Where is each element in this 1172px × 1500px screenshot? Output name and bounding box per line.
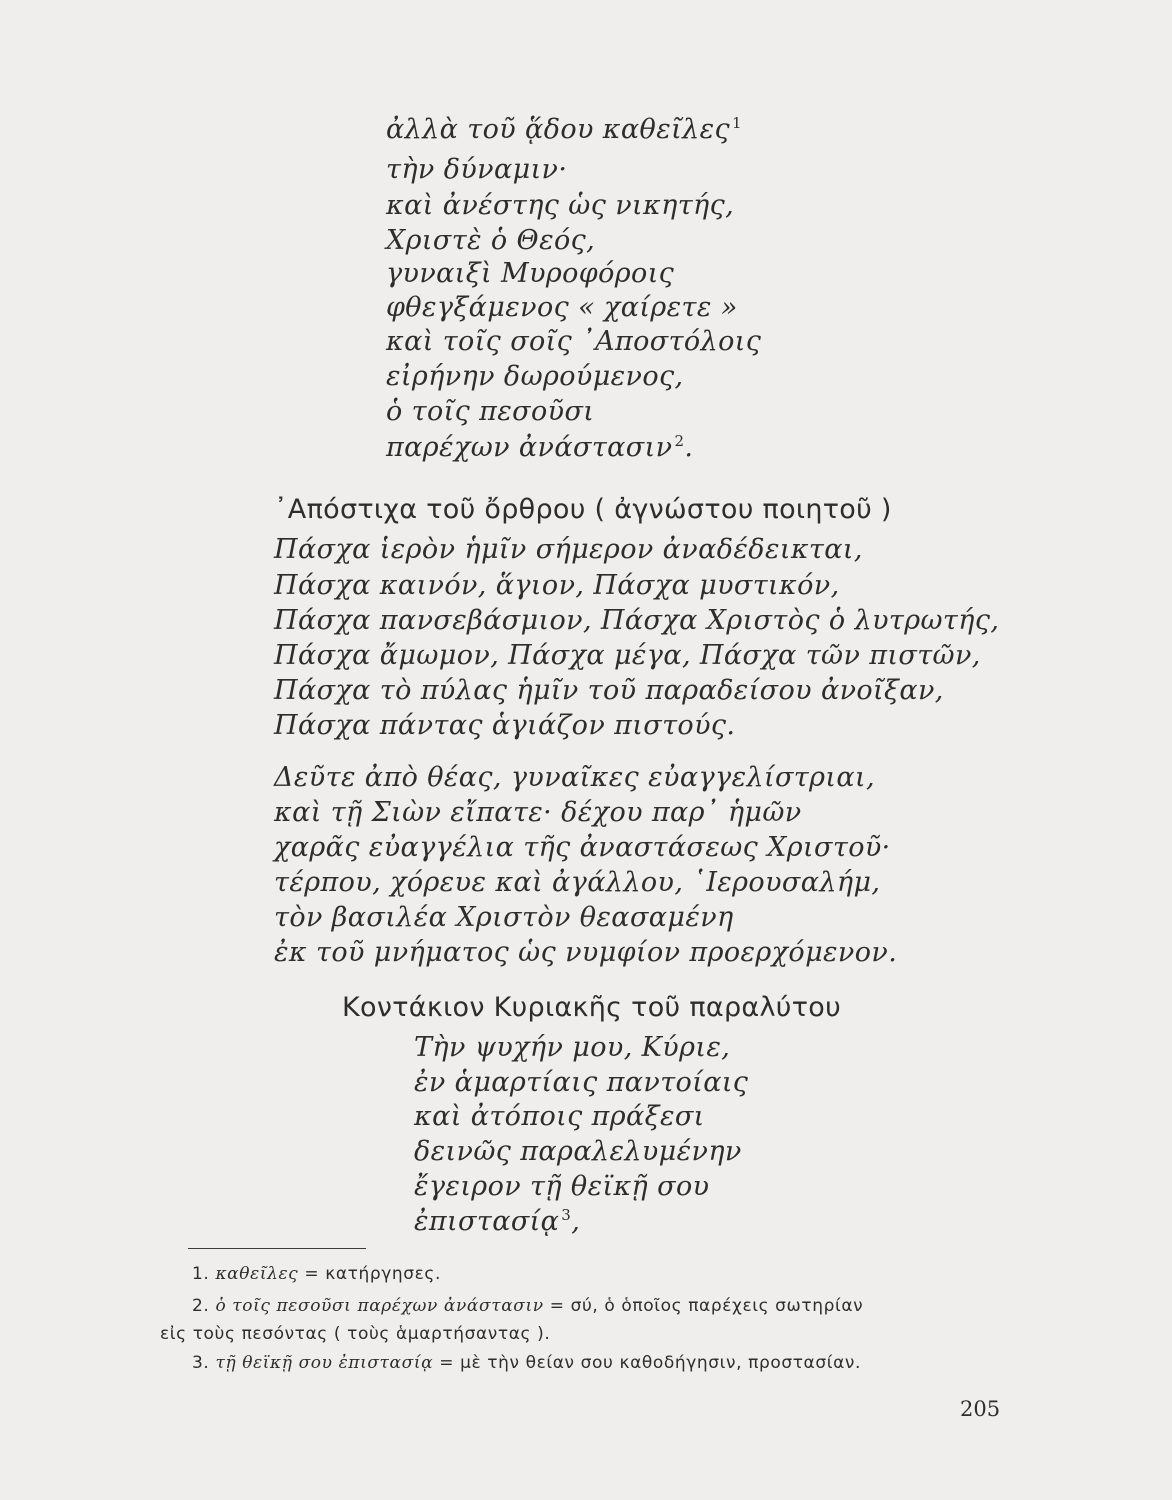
verse-line: Δεῦτε ἀπὸ θέας, γυναῖκες εὐαγγελίστριαι, bbox=[274, 762, 875, 793]
verse-line: Πάσχα ἄμωμον, Πάσχα μέγα, Πάσχα τῶν πιστῶν, bbox=[274, 640, 981, 671]
verse-line: ἔγειρον τῇ θεϊκῇ σου bbox=[414, 1171, 710, 1202]
footnote-2: 2. ὁ τοῖς πεσοῦσι παρέχων ἀνάστασιν = σύ, ὁ ὁποῖος παρέχεις σωτηρίαν bbox=[192, 1296, 864, 1316]
section-heading-aposticha: ᾿Απόστιχα τοῦ ὄρθρου ( ἀγνώστου ποιητοῦ ) bbox=[274, 494, 892, 525]
footnote-3: 3. τῇ θεϊκῇ σου ἐπιστασίᾳ = μὲ τὴν θείαν σου καθοδήγησιν, προστασίαν. bbox=[192, 1353, 861, 1373]
verse-line: ἀλλὰ τοῦ ᾅδου καθεῖλες $^1$ bbox=[386, 114, 742, 145]
verse-line: Τὴν ψυχήν μου, Κύριε, bbox=[414, 1032, 731, 1063]
verse-line: Πάσχα τὸ πύλας ἡμῖν τοῦ παραδείσου ἀνοῖξαν, bbox=[274, 675, 944, 706]
footnote-marker: 2 bbox=[674, 432, 685, 450]
verse-line: ἐκ τοῦ μνήματος ὡς νυμφίον προερχόμενον. bbox=[274, 937, 898, 968]
footnote-gloss: κατήργησες. bbox=[325, 1264, 442, 1284]
footnote-term: ὁ τοῖς πεσοῦσι παρέχων ἀνάστασιν bbox=[215, 1296, 544, 1316]
verse-line: τέρπου, χόρευε καὶ ἀγάλλου, ῾Ιερουσαλήμ, bbox=[274, 867, 881, 898]
verse-line: παρέχων ἀνάστασιν $^2$. bbox=[386, 432, 694, 463]
verse-line: καὶ τῇ Σιὼν εἴπατε· δέχου παρ᾿ ἡμῶν bbox=[274, 797, 802, 828]
verse-line: δεινῶς παραλελυμένην bbox=[414, 1136, 742, 1167]
section-heading-kontakion: Κοντάκιον Κυριακῆς τοῦ παραλύτου bbox=[342, 992, 842, 1023]
footnote-term: καθεῖλες bbox=[215, 1264, 299, 1284]
verse-line: Πάσχα ἱερὸν ἡμῖν σήμερον ἀναδέδεικται, bbox=[274, 534, 863, 565]
verse-line: ἐν ἁμαρτίαις παντοίαις bbox=[414, 1067, 749, 1098]
footnote-gloss: μὲ τὴν θείαν σου καθοδήγησιν, προστασίαν. bbox=[460, 1353, 861, 1373]
verse-line: τὴν δύναμιν· bbox=[386, 154, 568, 185]
verse-line: Πάσχα καινόν, ἅγιον, Πάσχα μυστικόν, bbox=[274, 570, 840, 601]
verse-line: Χριστὲ ὁ Θεός, bbox=[386, 225, 596, 256]
verse-line: τὸν βασιλέα Χριστὸν θεασαμένη bbox=[274, 902, 734, 933]
footnote-number: 2. bbox=[192, 1296, 210, 1316]
verse-line: καὶ ἀνέστης ὡς νικητής, bbox=[386, 190, 735, 221]
footnote-number: 1. bbox=[192, 1264, 210, 1284]
footnote-number: 3. bbox=[192, 1353, 210, 1373]
verse-line: καὶ ἀτόποις πράξεσι bbox=[414, 1101, 705, 1132]
verse-line: Πάσχα πάντας ἁγιάζον πιστούς. bbox=[274, 710, 736, 741]
footnote-term: τῇ θεϊκῇ σου ἐπιστασίᾳ bbox=[215, 1353, 434, 1373]
page-number: 205 bbox=[960, 1397, 1001, 1421]
verse-line: φθεγξάμενος « χαίρετε » bbox=[386, 292, 738, 323]
verse-line: εἰρήνην δωρούμενος, bbox=[386, 361, 684, 392]
verse-line: Πάσχα πανσεβάσμιον, Πάσχα Χριστὸς ὁ λυτρωτής, bbox=[274, 605, 1000, 636]
verse-line: γυναιξὶ Μυροφόροις bbox=[386, 258, 675, 289]
footnote-gloss: σύ, ὁ ὁποῖος παρέχεις σωτηρίαν bbox=[570, 1296, 864, 1316]
verse-line: ὁ τοῖς πεσοῦσι bbox=[386, 396, 595, 427]
verse-line: ἐπιστασίᾳ $^3$, bbox=[414, 1206, 581, 1237]
verse-line: χαρᾶς εὐαγγέλια τῆς ἀναστάσεως Χριστοῦ· bbox=[274, 832, 891, 863]
footnote-2-continued: εἰς τοὺς πεσόντας ( τοὺς ἁμαρτήσαντας ). bbox=[160, 1324, 551, 1344]
footnote-rule bbox=[188, 1248, 366, 1249]
verse-line: καὶ τοῖς σοῖς ᾿Αποστόλοις bbox=[386, 326, 762, 357]
footnote-marker: 3 bbox=[561, 1206, 572, 1224]
footnote-marker: 1 bbox=[732, 114, 742, 132]
footnote-1: 1. καθεῖλες = κατήργησες. bbox=[192, 1264, 442, 1284]
